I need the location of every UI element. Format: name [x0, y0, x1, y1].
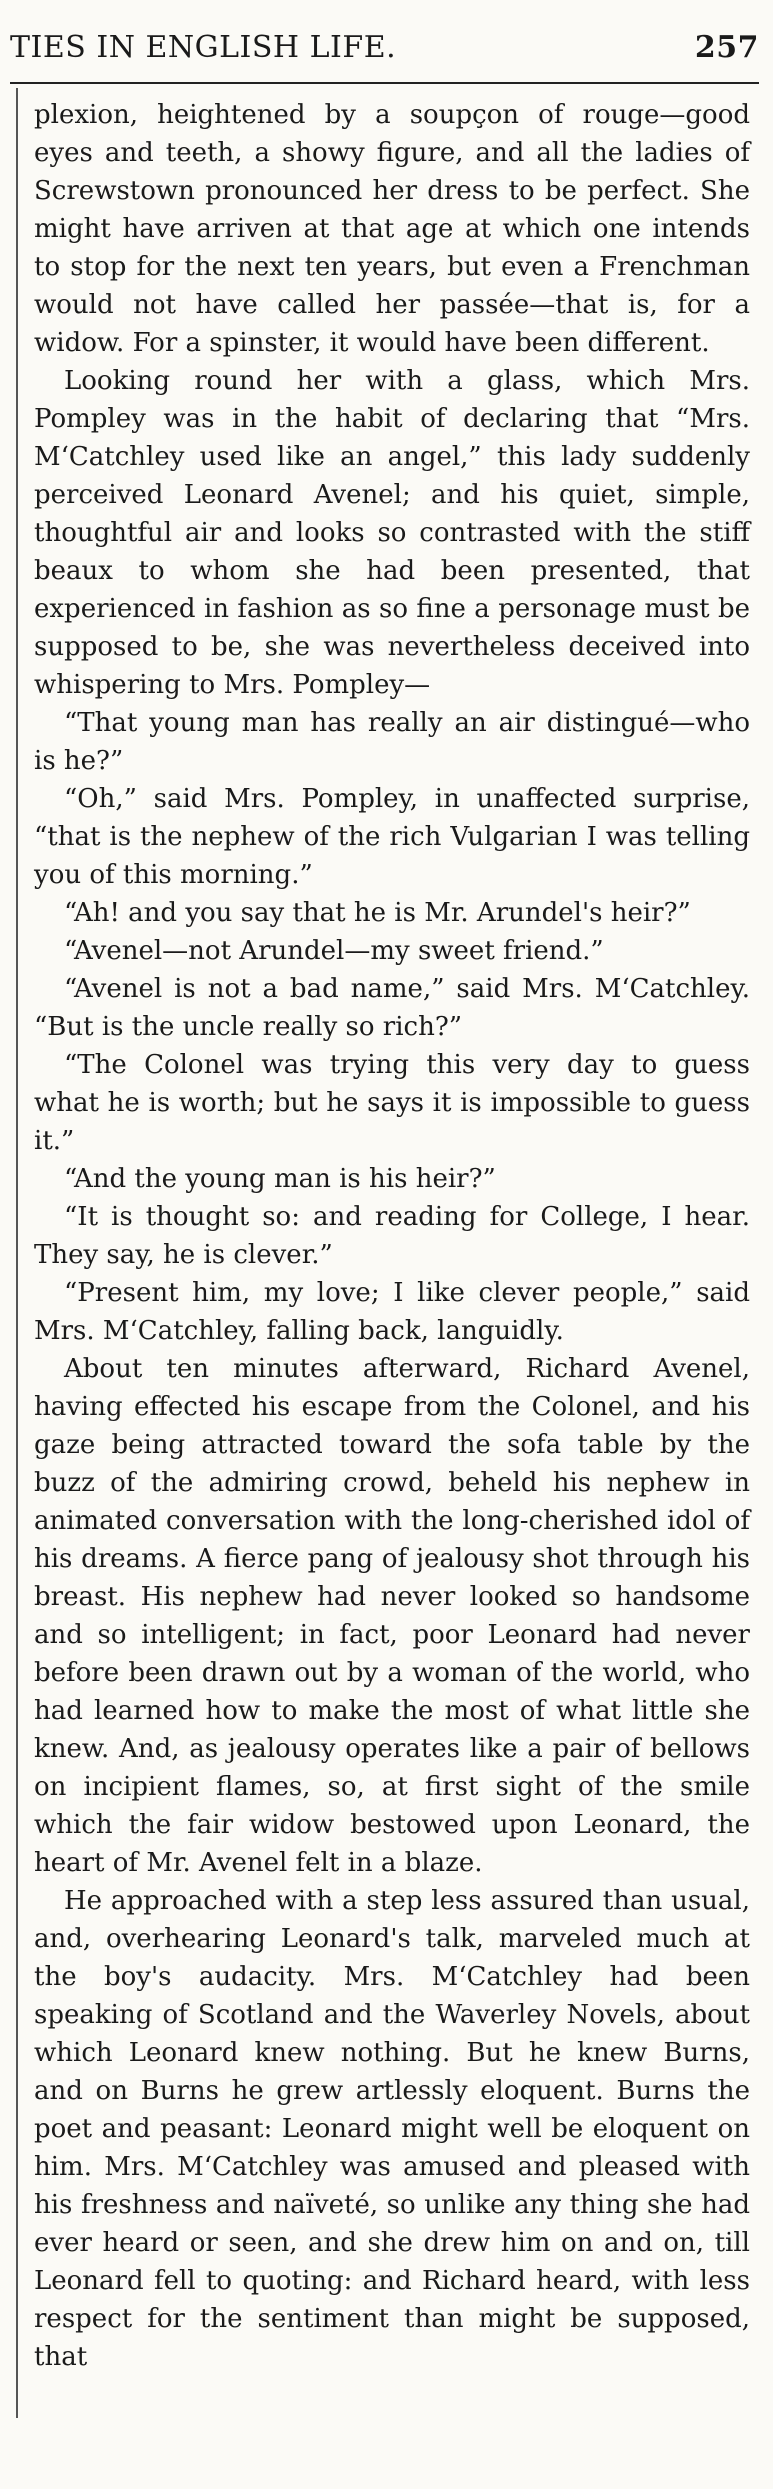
paragraph: “Ah! and you say that he is Mr. Arundel's heir?” — [64, 898, 691, 928]
paragraph: Looking round her with a glass, which Mrs. Pompley was in the habit of declaring that “Mrs. M‘Catchley used like an angel,” this lady suddenly perceived Leonard Avenel; and his quiet, simple, thoughtful air and looks so contrasted with the stiff beaux to whom she had been presented, that experienced in fashion as so fine a personage must be supposed to be, she was nevertheless deceived into whispering to Mrs. Pompley— — [34, 366, 750, 700]
paragraph: plexion, heightened by a soupçon of rouge—good eyes and teeth, a showy figure, and all the ladies of Screwstown pronounced her dress to be perfect. She might have arriven at that age at which one intends to stop for the next ten years, but even a Frenchman would not have called her passée—that is, for a widow. For a spinster, it would have been different. — [34, 100, 750, 358]
running-title: TIES IN ENGLISH LIFE. — [10, 30, 397, 65]
margin-rule — [16, 88, 18, 2418]
running-header — [10, 30, 759, 80]
paragraph: “Oh,” said Mrs. Pompley, in unaffected surprise, “that is the nephew of the rich Vulgarian I was telling you of this morning.” — [34, 784, 750, 890]
paragraph: “Avenel is not a bad name,” said Mrs. M‘Catchley. “But is the uncle really so rich?” — [34, 974, 750, 1042]
paragraph: “And the young man is his heir?” — [64, 1164, 496, 1194]
paragraph: “That young man has really an air distingué—who is he?” — [34, 708, 750, 776]
header-rule — [10, 82, 759, 84]
paragraph: He approached with a step less assured than usual, and, overhearing Leonard's talk, marveled much at the boy's audacity. Mrs. M‘Catchley had been speaking of Scotland and the Waverley Novels, about which Leonard knew nothing. But he knew Burns, and on Burns he grew artlessly eloquent. Burns the poet and peasant: Leonard might well be eloquent on him. Mrs. M‘Catchley was amused and pleased with his freshness and naïveté, so unlike any thing she had ever heard or seen, and she drew him on and on, till Leonard fell to quoting: and Richard heard, with less respect for the sentiment than might be supposed, that — [34, 1886, 750, 2372]
paragraph: “It is thought so: and reading for College, I hear. They say, he is clever.” — [34, 1202, 750, 1270]
paragraph: About ten minutes afterward, Richard Avenel, having effected his escape from the Colonel, and his gaze being attracted toward the sofa table by the buzz of the admiring crowd, beheld his nephew in animated conversation with the long-cherished idol of his dreams. A fierce pang of jealousy shot through his breast. His nephew had never looked so handsome and so intelligent; in fact, poor Leonard had never before been drawn out by a woman of the world, who had learned how to make the most of what little she knew. And, as jealousy operates like a pair of bellows on incipient flames, so, at first sight of the smile which the fair widow bestowed upon Leonard, the heart of Mr. Avenel felt in a blaze. — [34, 1354, 750, 1878]
page-number: 257 — [694, 30, 759, 65]
body-text — [34, 96, 750, 2376]
paragraph: “Present him, my love; I like clever people,” said Mrs. M‘Catchley, falling back, languidly. — [34, 1278, 750, 1346]
paragraph: “The Colonel was trying this very day to guess what he is worth; but he says it is impossible to guess it.” — [34, 1050, 750, 1156]
paragraph: “Avenel—not Arundel—my sweet friend.” — [64, 936, 604, 966]
